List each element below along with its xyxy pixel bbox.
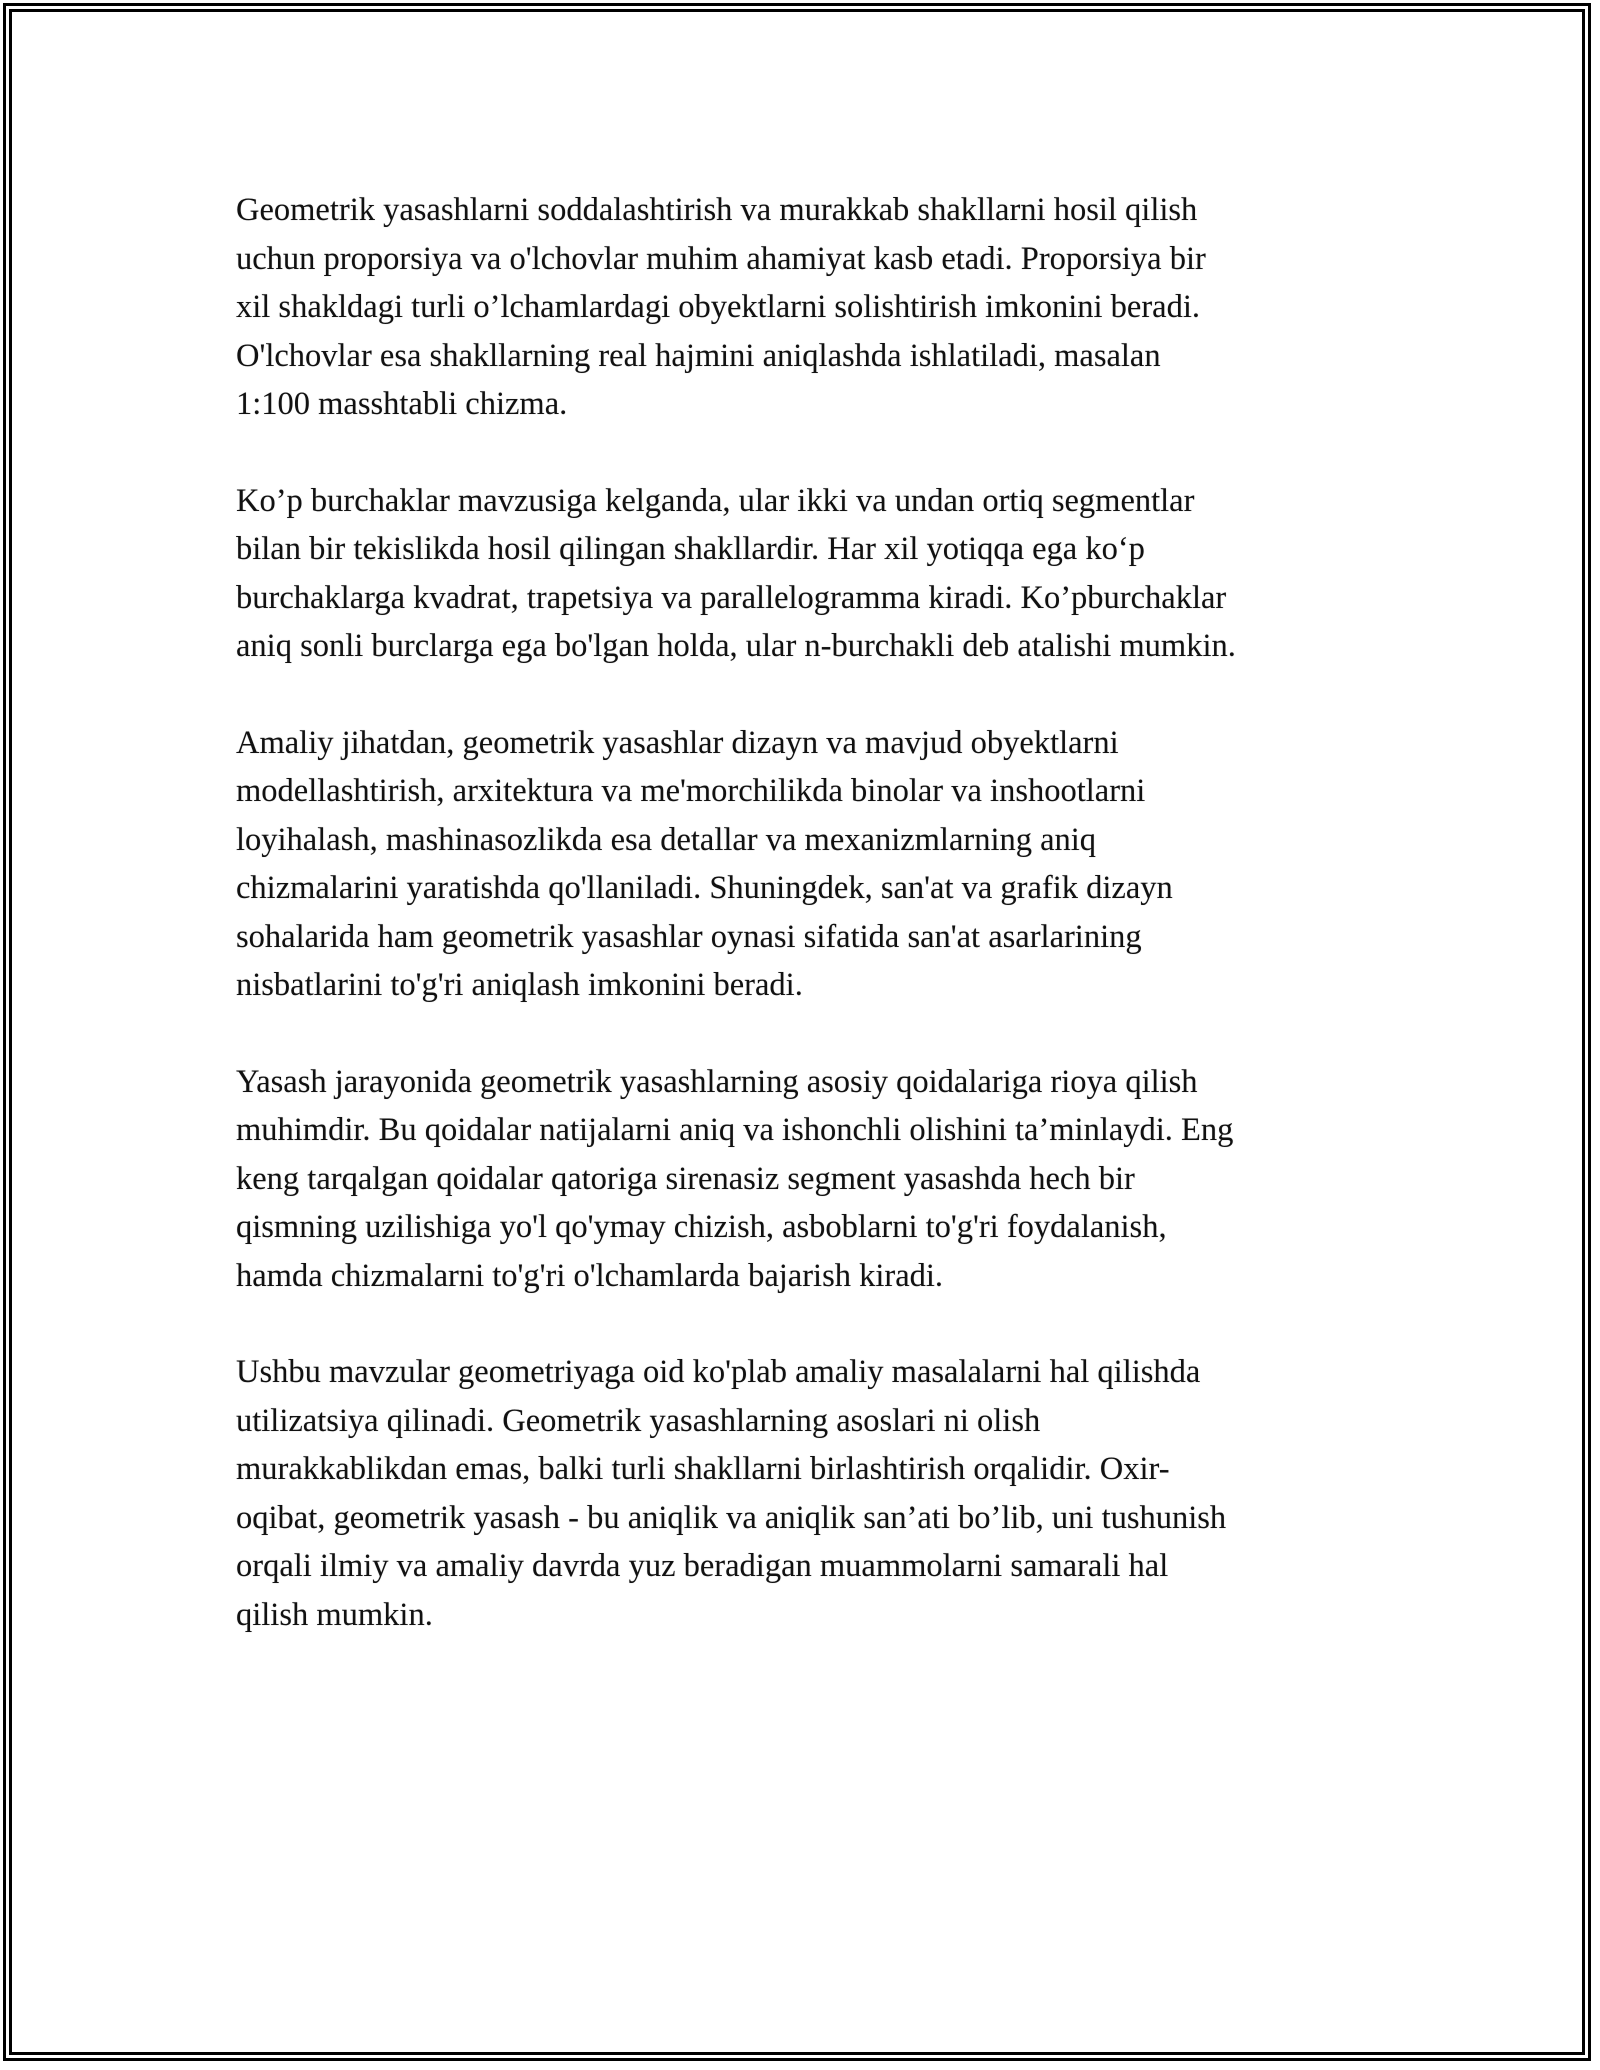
- text-line: Ushbu mavzular geometriyaga oid ko'plab amaliy masalalarni hal qilishda: [236, 1354, 1201, 1390]
- paragraph-5: [236, 1348, 1376, 1639]
- text-line: murakkablikdan emas, balki turli shakllarni birlashtirish orqalidir. Oxir-: [236, 1451, 1170, 1487]
- text-line: burchaklarga kvadrat, trapetsiya va parallelogramma kiradi. Ko’pburchaklar: [236, 579, 1227, 616]
- text-line: qismning uzilishiga yo'l qo'ymay chizish, asboblarni to'g'ri foydalanish,: [236, 1209, 1167, 1245]
- document-body: [236, 186, 1376, 1687]
- text-line: uchun proporsiya va o'lchovlar muhim ahamiyat kasb etadi. Proporsiya bir: [236, 240, 1206, 277]
- text-line: Amaliy jihatdan, geometrik yasashlar dizayn va mavjud obyektlarni: [236, 724, 1119, 761]
- text-line: hamda chizmalarni to'g'ri o'lchamlarda bajarish kiradi.: [236, 1257, 944, 1294]
- paragraph-1: [236, 186, 1376, 429]
- text-line: 1:100 masshtabli chizma.: [236, 386, 568, 422]
- text-line: Yasash jarayonida geometrik yasashlarning asosiy qoidalariga rioya qilish: [236, 1063, 1198, 1100]
- text-line: orqali ilmiy va amaliy davrda yuz beradigan muammolarni samarali hal: [236, 1548, 1169, 1584]
- text-line: qilish mumkin.: [236, 1596, 433, 1633]
- text-line: utilizatsiya qilinadi. Geometrik yasashlarning asoslari ni olish: [236, 1402, 1041, 1439]
- paragraph-4: [236, 1058, 1376, 1301]
- text-line: aniq sonli burclarga ega bo'lgan holda, ular n-burchakli deb atalishi mumkin.: [236, 628, 1236, 664]
- text-line: Ko’p burchaklar mavzusiga kelganda, ular ikki va undan ortiq segmentlar: [236, 482, 1195, 519]
- text-line: O'lchovlar esa shakllarning real hajmini aniqlashda ishlatiladi, masalan: [236, 337, 1161, 374]
- text-line: oqibat, geometrik yasash - bu aniqlik va aniqlik san’ati bo’lib, uni tushunish: [236, 1499, 1227, 1536]
- text-line: nisbatlarini to'g'ri aniqlash imkonini beradi.: [236, 967, 803, 1003]
- text-line: sohalarida ham geometrik yasashlar oynasi sifatida san'at asarlarining: [236, 918, 1142, 955]
- text-line: Geometrik yasashlarni soddalashtirish va murakkab shakllarni hosil qilish: [236, 192, 1198, 228]
- text-line: chizmalarini yaratishda qo'llaniladi. Shuningdek, san'at va grafik dizayn: [236, 870, 1173, 906]
- paragraph-3: [236, 719, 1376, 1010]
- text-line: xil shakldagi turli o’lchamlardagi obyektlarni solishtirish imkonini beradi.: [236, 289, 1200, 325]
- text-line: loyihalash, mashinasozlikda esa detallar va mexanizmlarning aniq: [236, 821, 1097, 858]
- text-line: bilan bir tekislikda hosil qilingan shakllardir. Har xil yotiqqa ega ko‘p: [236, 531, 1145, 567]
- text-line: keng tarqalgan qoidalar qatoriga sirenasiz segment yasashda hech bir: [236, 1160, 1135, 1197]
- text-line: modellashtirish, arxitektura va me'morchilikda binolar va inshootlarni: [236, 773, 1146, 809]
- text-line: muhimdir. Bu qoidalar natijalarni aniq va ishonchli olishini ta’minlaydi. Eng: [236, 1112, 1234, 1148]
- paragraph-2: [236, 477, 1376, 671]
